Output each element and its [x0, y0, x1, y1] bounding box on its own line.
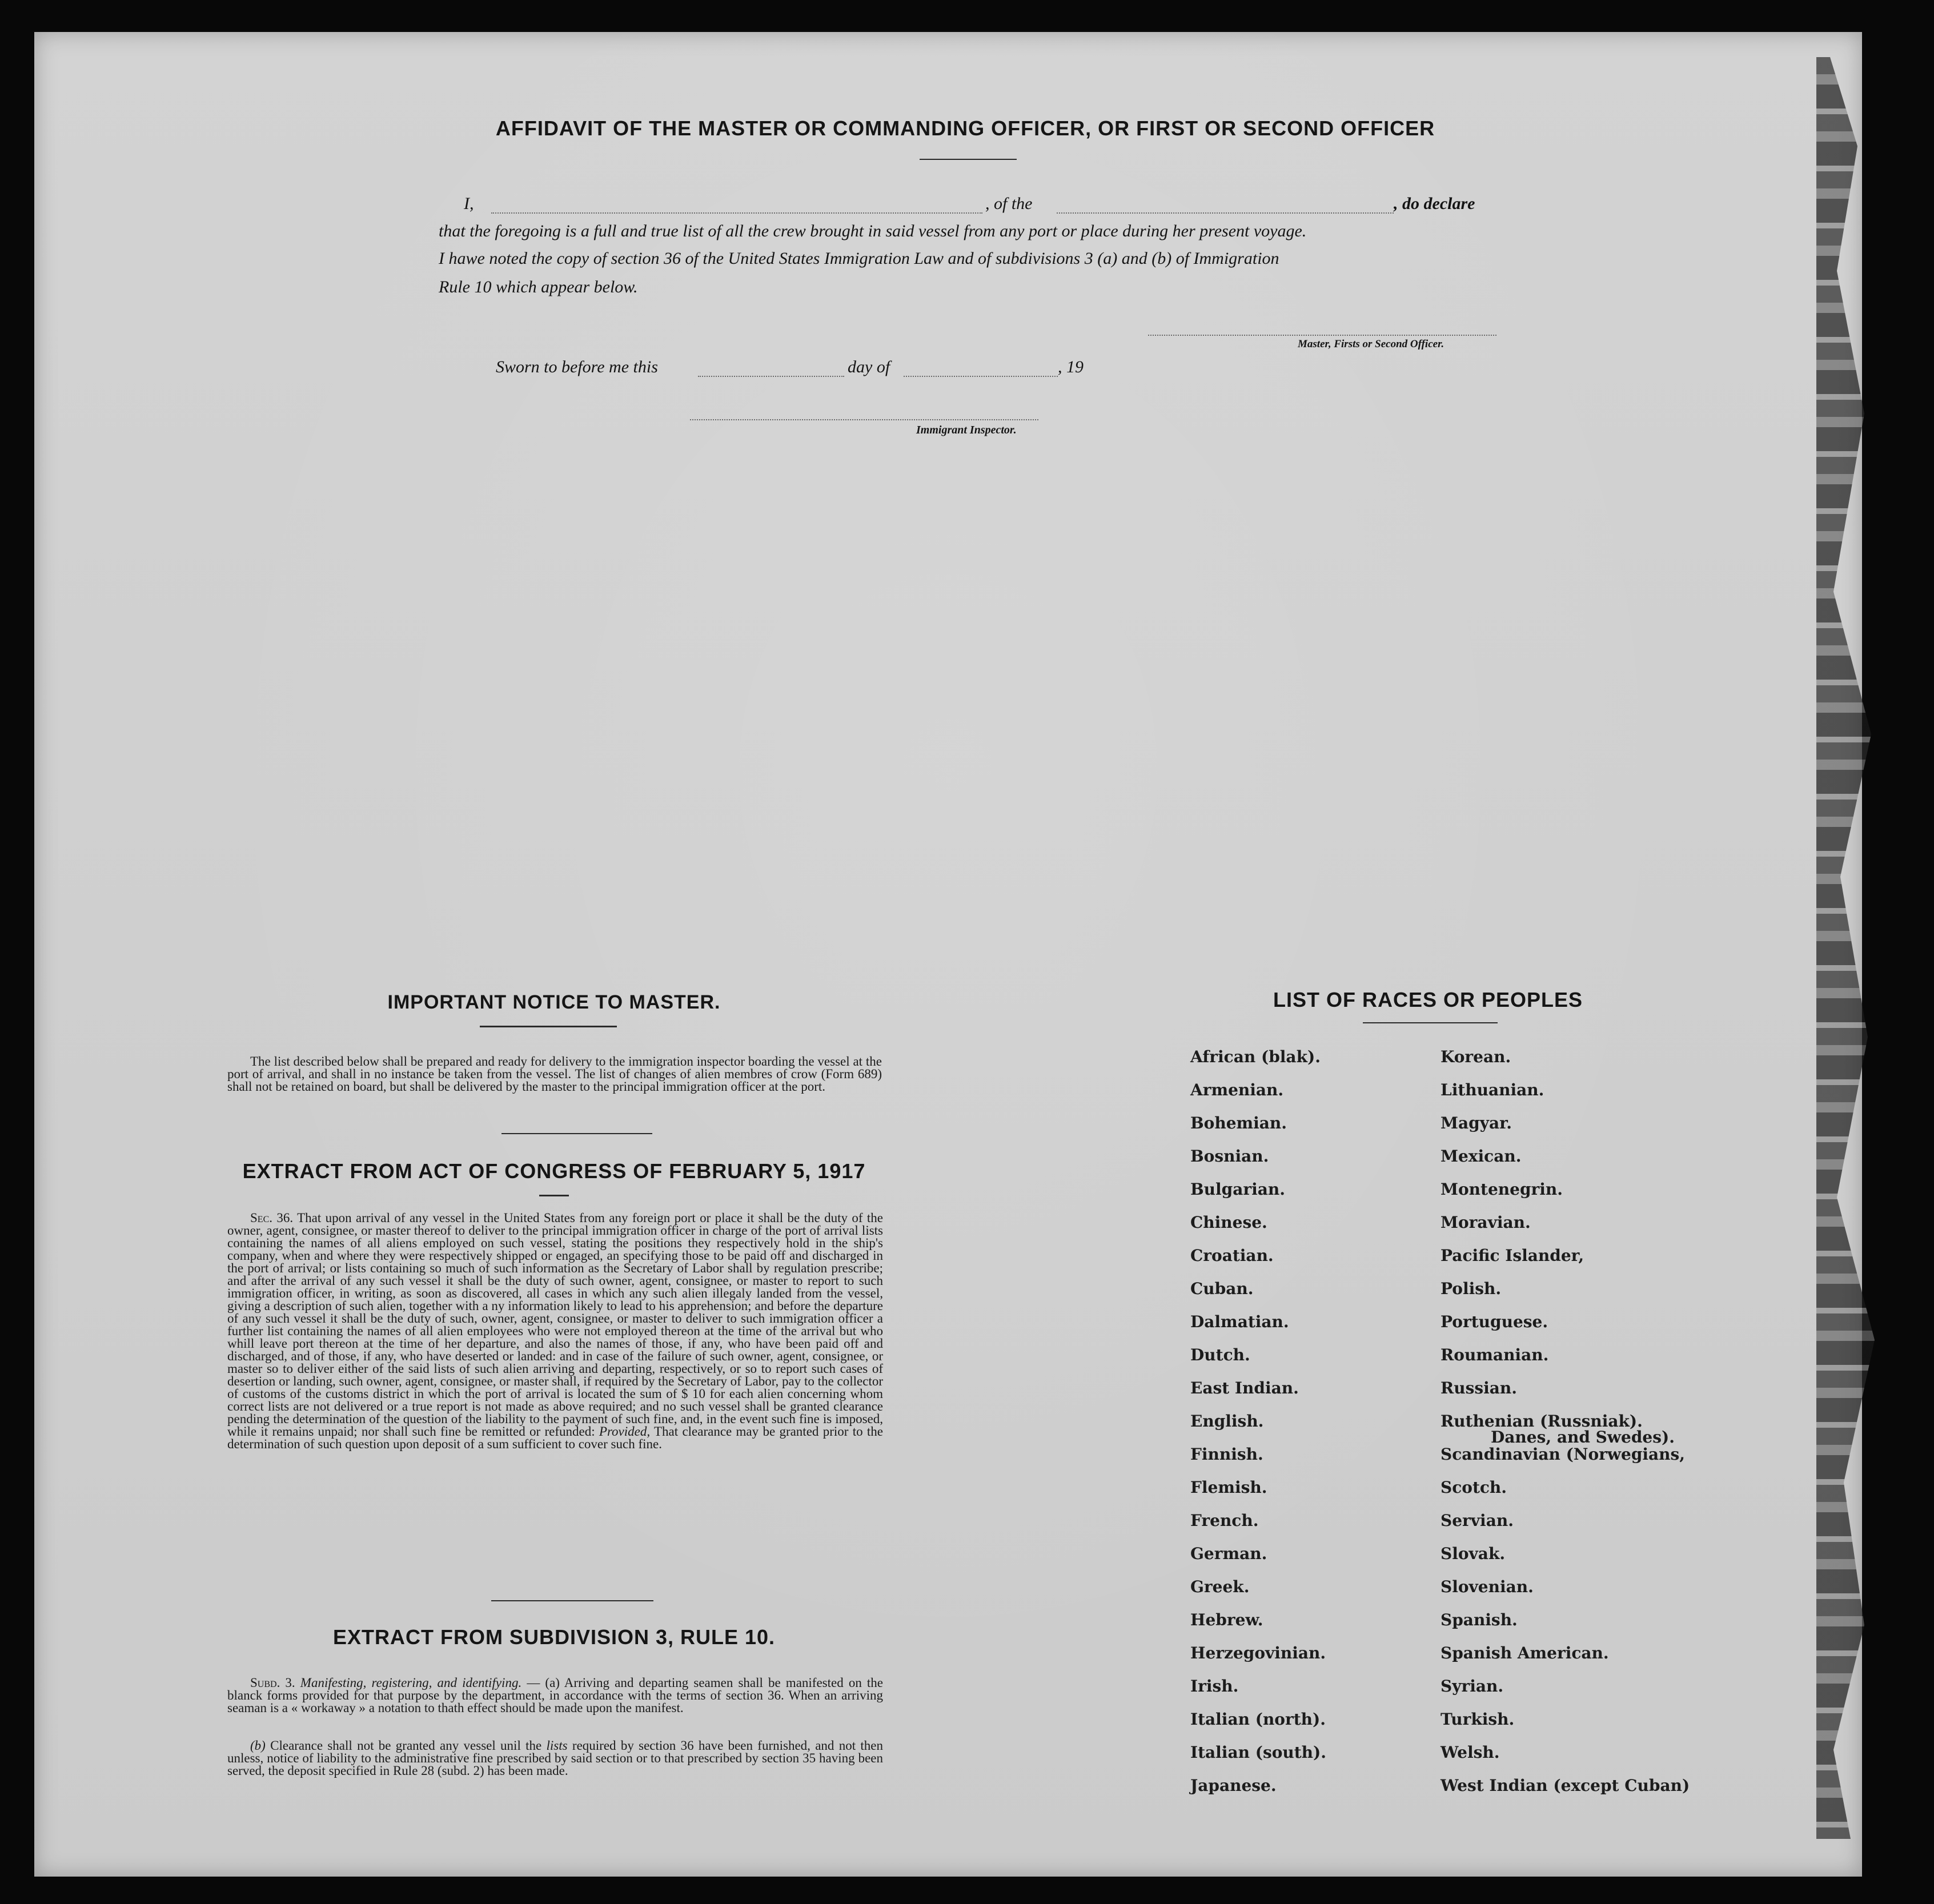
act-divider [539, 1195, 569, 1196]
affidavit-line-3: I hawe noted the copy of section 36 of the United States Immigration Law and of subdivisions 3 (a) and (b) of Immigration [439, 249, 1279, 268]
act-body-text: That upon arrival of any vessel in the United States from any foreign port or place it shall be the duty of the owner, agent, consignee, or master thereof to deliver to the principal immigration officer in charge of the port of arrival lists containing the names of all aliens employed on such vessel, stating the positions they respectively hold in the ship's company, when and where they were respectively shipped or engaged, an specifying those to be paid off and discharged in the port of arrival; or lists containing so much of such information as the Secretary of Labor shall by regulation prescribe; and after the arrival of any such vessel it shall be the duty of such owner, agent, consignee, or master to report to such immigration officer, in writing, as soon as discovered, all cases in which any such alien illegaly landed from the vessel, giving a description of such alien, together with a ny information likely to lead to his apprehension; and before the departure of any such vessel it shall be the duty of such, owner, agent, consignee, or master to deliver to such immigration officer a further list containing the names of all alien employees who were not employed thereon at the time of the arrival but who whill leave port thereon at the time of her departure, and also the names of those, if any, who have been paid off and discharged, and of those, if any, who have deserted or landed: and in case of the failure of such owner, agent, consignee, or master so to deliver either of the said lists of such alien arriving and departing, respectively, or so to report such cases of desertion or landing, such owner, agent, consignee, or master shall, if required by the Secretary of Labor, pay to the collector of customs of the customs district in which the port of arrival is located the sum of $ 10 for each alien concerning whom correct lists are not delivered or a true report is not made as above required; and no such vessel shall be granted clearance pending the determination of the question of the liability to the payment of such fine, and, in the event such fine is imposed, while it remains unpaid; nor shall such fine be remitted or refunded: [227, 1211, 883, 1439]
race-item: Bulgarian. [1190, 1180, 1286, 1199]
race-item: Chinese. [1190, 1213, 1267, 1232]
race-item: East Indian. [1190, 1379, 1299, 1397]
race-item: Italian (south). [1190, 1743, 1327, 1762]
signature-line [1148, 335, 1496, 336]
rule-part-b [227, 1740, 883, 1777]
race-item: Portuguese. [1441, 1312, 1548, 1331]
race-item: Spanish. [1441, 1610, 1518, 1629]
rule-part-b-text-2: required by section 36 have been furnished, and not then unless, notice of liability to the administrative fine prescribed by said section or to that prescribed by section 35 having been served, the deposit specified in Rule 28 (subd. 2) has been made. [227, 1738, 883, 1778]
act-body [227, 1212, 883, 1451]
race-item: Cuban. [1190, 1279, 1254, 1298]
rule-part-a-text: Arriving and departing seamen shall be manifested on the blanck forms provided for that purpose by the department, in accordance with the terms of section 36. When an arriving seaman is a « workaway » a notation to thath effect should be made upon the manifest. [227, 1676, 884, 1715]
rule-part-a-label: — (a) [527, 1676, 560, 1690]
affidavit-line-4: Rule 10 which appear below. [439, 278, 638, 296]
race-item: Mexican. [1441, 1147, 1522, 1166]
race-item: Spanish American. [1441, 1644, 1609, 1662]
race-item: Croatian. [1190, 1246, 1274, 1265]
act-title: EXTRACT FROM ACT OF CONGRESS OF FEBRUARY 5, 1917 [242, 1159, 866, 1183]
race-item: Slovenian. [1441, 1577, 1534, 1596]
notice-title: IMPORTANT NOTICE TO MASTER. [387, 991, 721, 1013]
act-end-rule [491, 1600, 653, 1601]
affidavit-line-2: that the foregoing is a full and true list of all the crew brought in said vessel from any port or place during her present voyage. [439, 222, 1307, 240]
race-item: Flemish. [1190, 1478, 1267, 1497]
affidavit-title: AFFIDAVIT OF THE MASTER OR COMMANDING OFFICER, OR FIRST OR SECOND OFFICER [495, 117, 1435, 140]
sworn-day-of: day of [848, 357, 890, 376]
vessel-blank [1057, 212, 1394, 214]
title-divider [920, 159, 1017, 160]
race-item: Dalmatian. [1190, 1312, 1289, 1331]
races-divider [1363, 1022, 1498, 1023]
notice-body: The list described below shall be prepared and ready for delivery to the immigration inspector boarding the vessel at the port of arrival, and shall in no instance be taken from the vessel. The list of changes of alien membres of crow (Form 689) shall not be retained on board, but shall be delivered by the master to the principal immigration officer at the port. [227, 1054, 882, 1094]
race-item: Lithuanian. [1441, 1080, 1544, 1099]
race-item: Bohemian. [1190, 1114, 1287, 1132]
race-item: English. [1190, 1412, 1264, 1431]
day-blank [698, 376, 844, 377]
race-item: Pacific Islander, [1441, 1246, 1584, 1265]
race-item: Danes, and Swedes). [1491, 1428, 1675, 1447]
race-item: Montenegrin. [1441, 1180, 1563, 1199]
rule-part-a [227, 1677, 883, 1714]
race-item: West Indian (except Cuban) [1441, 1776, 1690, 1795]
race-item: Magyar. [1441, 1114, 1512, 1132]
rule-part-b-label: (b) [250, 1738, 266, 1753]
affidavit-i: I, [464, 194, 474, 213]
inspector-label: Immigrant Inspector. [916, 424, 1017, 436]
document-page [34, 32, 1862, 1877]
race-item: Herzegovinian. [1190, 1644, 1326, 1662]
month-blank [904, 376, 1058, 377]
race-item: Russian. [1441, 1379, 1518, 1397]
notice-end-rule [501, 1133, 652, 1134]
rule-subd-label: Subd. 3. [250, 1676, 295, 1690]
affidavit-of-the: , of the [985, 194, 1033, 213]
race-item: Slovak. [1441, 1544, 1506, 1563]
affidavit-declare: , do declare [1394, 194, 1475, 213]
race-item: Greek. [1190, 1577, 1250, 1596]
race-item: Moravian. [1441, 1213, 1531, 1232]
name-blank [491, 212, 982, 214]
race-item: Servian. [1441, 1511, 1514, 1530]
act-body-end: That clearance may be granted prior to the determination of such question upon deposit of a sum sufficient to cover such fine. [227, 1424, 883, 1451]
rule-title: EXTRACT FROM SUBDIVISION 3, RULE 10. [332, 1625, 776, 1649]
sworn-prefix: Sworn to before me this [496, 357, 658, 376]
race-item: Italian (north). [1190, 1710, 1326, 1729]
race-item: Roumanian. [1441, 1345, 1549, 1364]
notice-divider [480, 1026, 617, 1027]
race-item: Scandinavian (Norwegians, [1441, 1445, 1686, 1464]
race-item: African (blak). [1190, 1047, 1321, 1066]
race-item: German. [1190, 1544, 1267, 1563]
act-provided: Provided, [599, 1424, 651, 1439]
sworn-year: , 19 [1058, 357, 1084, 376]
race-item: Korean. [1441, 1047, 1511, 1066]
race-item: Scotch. [1441, 1478, 1507, 1497]
race-item: Welsh. [1441, 1743, 1500, 1762]
race-item: Finnish. [1190, 1445, 1263, 1464]
race-item: Bosnian. [1190, 1147, 1269, 1166]
rule-part-b-text-1: Clearance shall not be granted any vessel unil the [270, 1738, 542, 1753]
race-item: Ruthenian (Russniak). [1441, 1412, 1643, 1431]
race-item: Dutch. [1190, 1345, 1250, 1364]
act-sec-label: Sec. 36. [250, 1211, 294, 1225]
inspector-line [690, 419, 1038, 420]
race-item: Polish. [1441, 1279, 1502, 1298]
race-item: Armenian. [1190, 1080, 1284, 1099]
race-item: Hebrew. [1190, 1610, 1263, 1629]
rule-subd-heading: Manifesting, registering, and identifying. [300, 1676, 522, 1690]
race-item: Irish. [1190, 1677, 1239, 1696]
race-item: French. [1190, 1511, 1259, 1530]
race-item: Syrian. [1441, 1677, 1504, 1696]
races-title: LIST OF RACES OR PEOPLES [1273, 988, 1583, 1011]
signature-label: Master, Firsts or Second Officer. [1298, 338, 1445, 350]
rule-part-b-lists: lists [546, 1738, 568, 1753]
race-item: Japanese. [1190, 1776, 1277, 1795]
race-item: Turkish. [1441, 1710, 1515, 1729]
